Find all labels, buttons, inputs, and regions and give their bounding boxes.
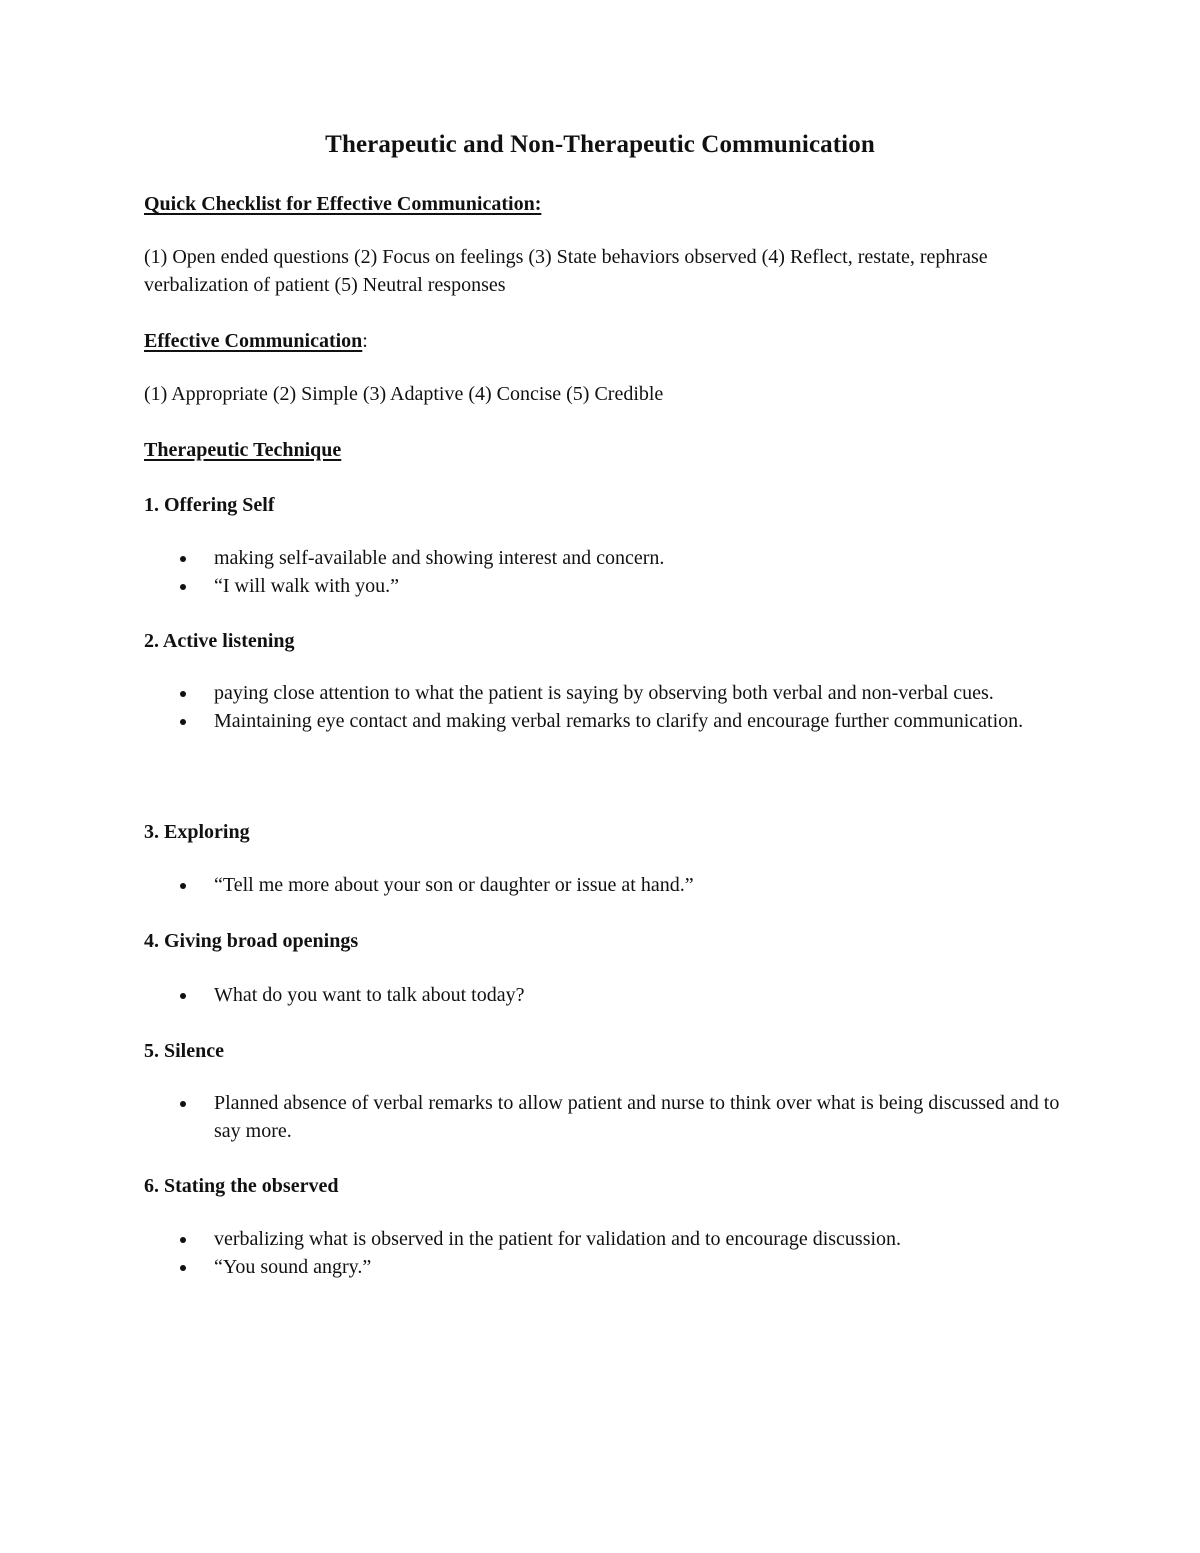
technique-bullets-exploring [144, 871, 1064, 899]
technique-bullets-active-listening [144, 679, 1064, 735]
list-item [144, 572, 1064, 600]
list-item [144, 1253, 1064, 1281]
list-item-text: verbalizing what is observed in the patient for validation and to encourage discussion. [214, 1228, 902, 1250]
effective-communication-heading [144, 327, 368, 355]
effective-communication-text: (1) Appropriate (2) Simple (3) Adaptive (4) Concise (5) Credible [144, 383, 664, 405]
bullet-icon [180, 1265, 186, 1271]
list-item [144, 679, 1064, 707]
technique-title-stating-the-observed: 6. Stating the observed [144, 1175, 339, 1197]
list-item [144, 1089, 1064, 1145]
technique-bullets-giving-broad-openings [144, 981, 1064, 1009]
list-item [144, 544, 1064, 572]
technique-title-offering-self: 1. Offering Self [144, 494, 275, 516]
list-item-text: “I will walk with you.” [214, 575, 399, 597]
therapeutic-technique-heading [144, 436, 341, 464]
bullet-icon [180, 556, 186, 562]
list-item [144, 981, 1064, 1009]
effective-communication-heading-colon: : [362, 330, 368, 352]
bullet-icon [180, 993, 186, 999]
list-item-text: making self-available and showing interest and concern. [214, 547, 665, 569]
list-item-text: What do you want to talk about today? [214, 984, 525, 1006]
therapeutic-technique-heading-text: Therapeutic Technique [144, 439, 342, 461]
list-item [144, 707, 1064, 735]
technique-bullets-silence [144, 1089, 1064, 1145]
effective-communication-heading-text: Effective Communication [144, 330, 363, 352]
bullet-icon [180, 883, 186, 889]
technique-title-silence: 5. Silence [144, 1040, 224, 1062]
list-item [144, 1225, 1064, 1253]
list-item [144, 871, 1064, 899]
bullet-icon [180, 691, 186, 697]
bullet-icon [180, 584, 186, 590]
technique-bullets-offering-self [144, 544, 1064, 600]
list-item-text: Maintaining eye contact and making verbal remarks to clarify and encourage further communication. [214, 710, 1024, 732]
list-item-text: Planned absence of verbal remarks to allow patient and nurse to think over what is being discussed and to say more. [214, 1092, 1060, 1142]
bullet-icon [180, 719, 186, 725]
list-item-text: “You sound angry.” [214, 1256, 372, 1278]
quick-checklist-heading [144, 190, 541, 218]
bullet-icon [180, 1237, 186, 1243]
technique-title-exploring: 3. Exploring [144, 821, 250, 843]
quick-checklist-text: (1) Open ended questions (2) Focus on feelings (3) State behaviors observed (4) Reflect, restate, rephrase verbalization of patient (5) Neutral responses [144, 246, 988, 296]
page-title: Therapeutic and Non-Therapeutic Communication [325, 131, 875, 158]
bullet-icon [180, 1101, 186, 1107]
list-item-text: “Tell me more about your son or daughter or issue at hand.” [214, 874, 694, 896]
quick-checklist-heading-text: Quick Checklist for Effective Communication: [144, 193, 542, 215]
list-item-text: paying close attention to what the patient is saying by observing both verbal and non-verbal cues. [214, 682, 994, 704]
technique-title-active-listening: 2. Active listening [144, 630, 295, 652]
technique-title-giving-broad-openings: 4. Giving broad openings [144, 930, 359, 952]
technique-bullets-stating-the-observed [144, 1225, 1064, 1281]
